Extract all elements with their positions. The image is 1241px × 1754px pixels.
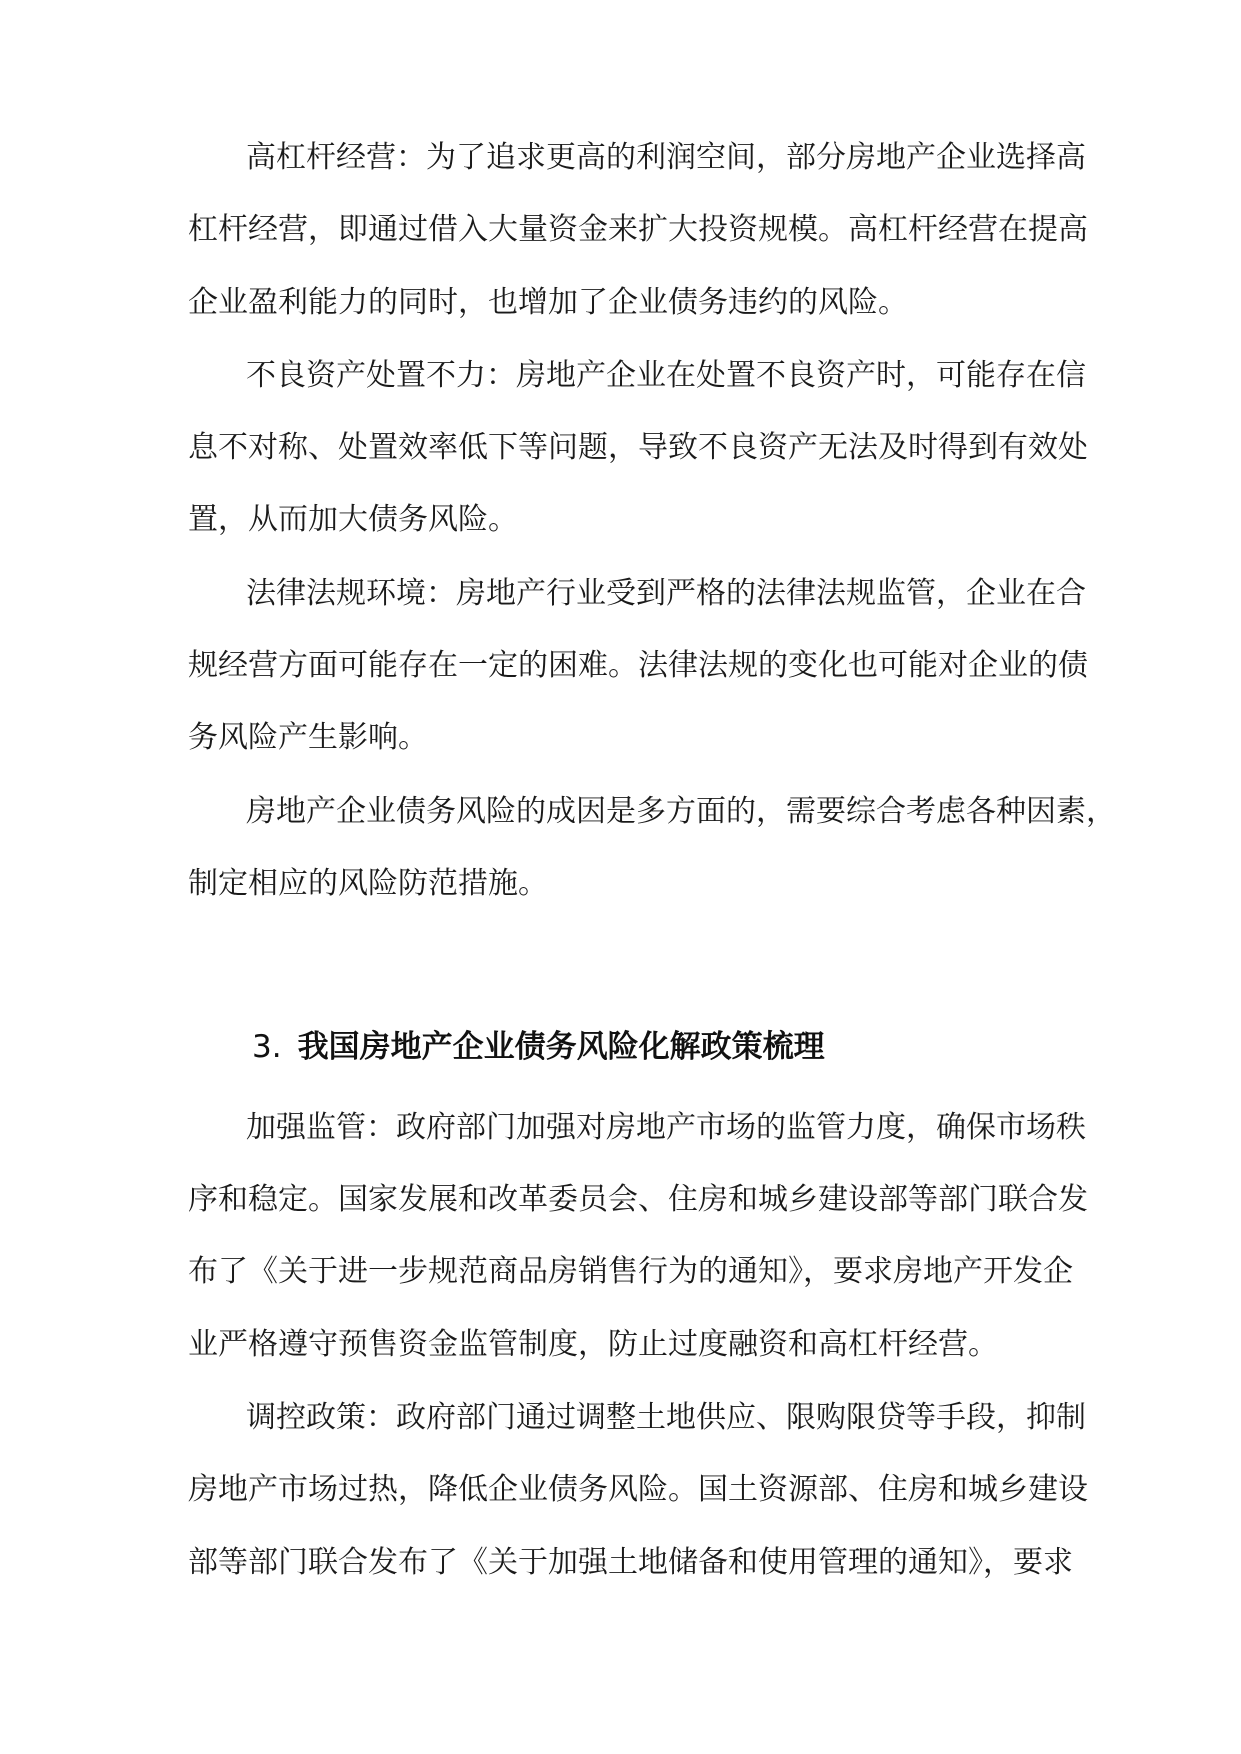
paragraph-line: 息不对称、处置效率低下等问题，导致不良资产无法及时得到有效处 [188, 430, 1088, 465]
paragraph-line: 企业盈利能力的同时，也增加了企业债务违约的风险。 [188, 285, 908, 320]
section-number: 3. [252, 1029, 282, 1065]
paragraph-line: 制定相应的风险防范措施。 [188, 866, 548, 901]
paragraph-line: 调控政策：政府部门通过调整土地供应、限购限贷等手段，抑制 [246, 1400, 1086, 1435]
paragraph-line: 置，从而加大债务风险。 [188, 502, 518, 537]
paragraph-line: 业严格遵守预售资金监管制度，防止过度融资和高杠杆经营。 [188, 1327, 998, 1362]
paragraph-line: 务风险产生影响。 [188, 720, 428, 755]
paragraph-line: 部等部门联合发布了《关于加强土地储备和使用管理的通知》，要求 [188, 1545, 1073, 1580]
paragraph-line: 房地产企业债务风险的成因是多方面的，需要综合考虑各种因素， [246, 794, 1116, 829]
paragraph-line: 规经营方面可能存在一定的困难。法律法规的变化也可能对企业的债 [188, 648, 1088, 683]
paragraph-line: 法律法规环境：房地产行业受到严格的法律法规监管，企业在合 [246, 576, 1086, 611]
paragraph-line: 房地产市场过热，降低企业债务风险。国土资源部、住房和城乡建设 [188, 1472, 1088, 1507]
paragraph-line: 加强监管：政府部门加强对房地产市场的监管力度，确保市场秩 [246, 1110, 1086, 1145]
paragraph-line: 布了《关于进一步规范商品房销售行为的通知》，要求房地产开发企 [188, 1254, 1073, 1289]
section-heading [252, 1025, 825, 1069]
section-title: 我国房地产企业债务风险化解政策梳理 [297, 1029, 825, 1065]
paragraph-line: 杠杆经营，即通过借入大量资金来扩大投资规模。高杠杆经营在提高 [188, 212, 1088, 247]
paragraph-line: 高杠杆经营：为了追求更高的利润空间，部分房地产企业选择高 [246, 140, 1086, 175]
paragraph-line: 不良资产处置不力：房地产企业在处置不良资产时，可能存在信 [246, 358, 1086, 393]
paragraph-line: 序和稳定。国家发展和改革委员会、住房和城乡建设部等部门联合发 [188, 1182, 1088, 1217]
